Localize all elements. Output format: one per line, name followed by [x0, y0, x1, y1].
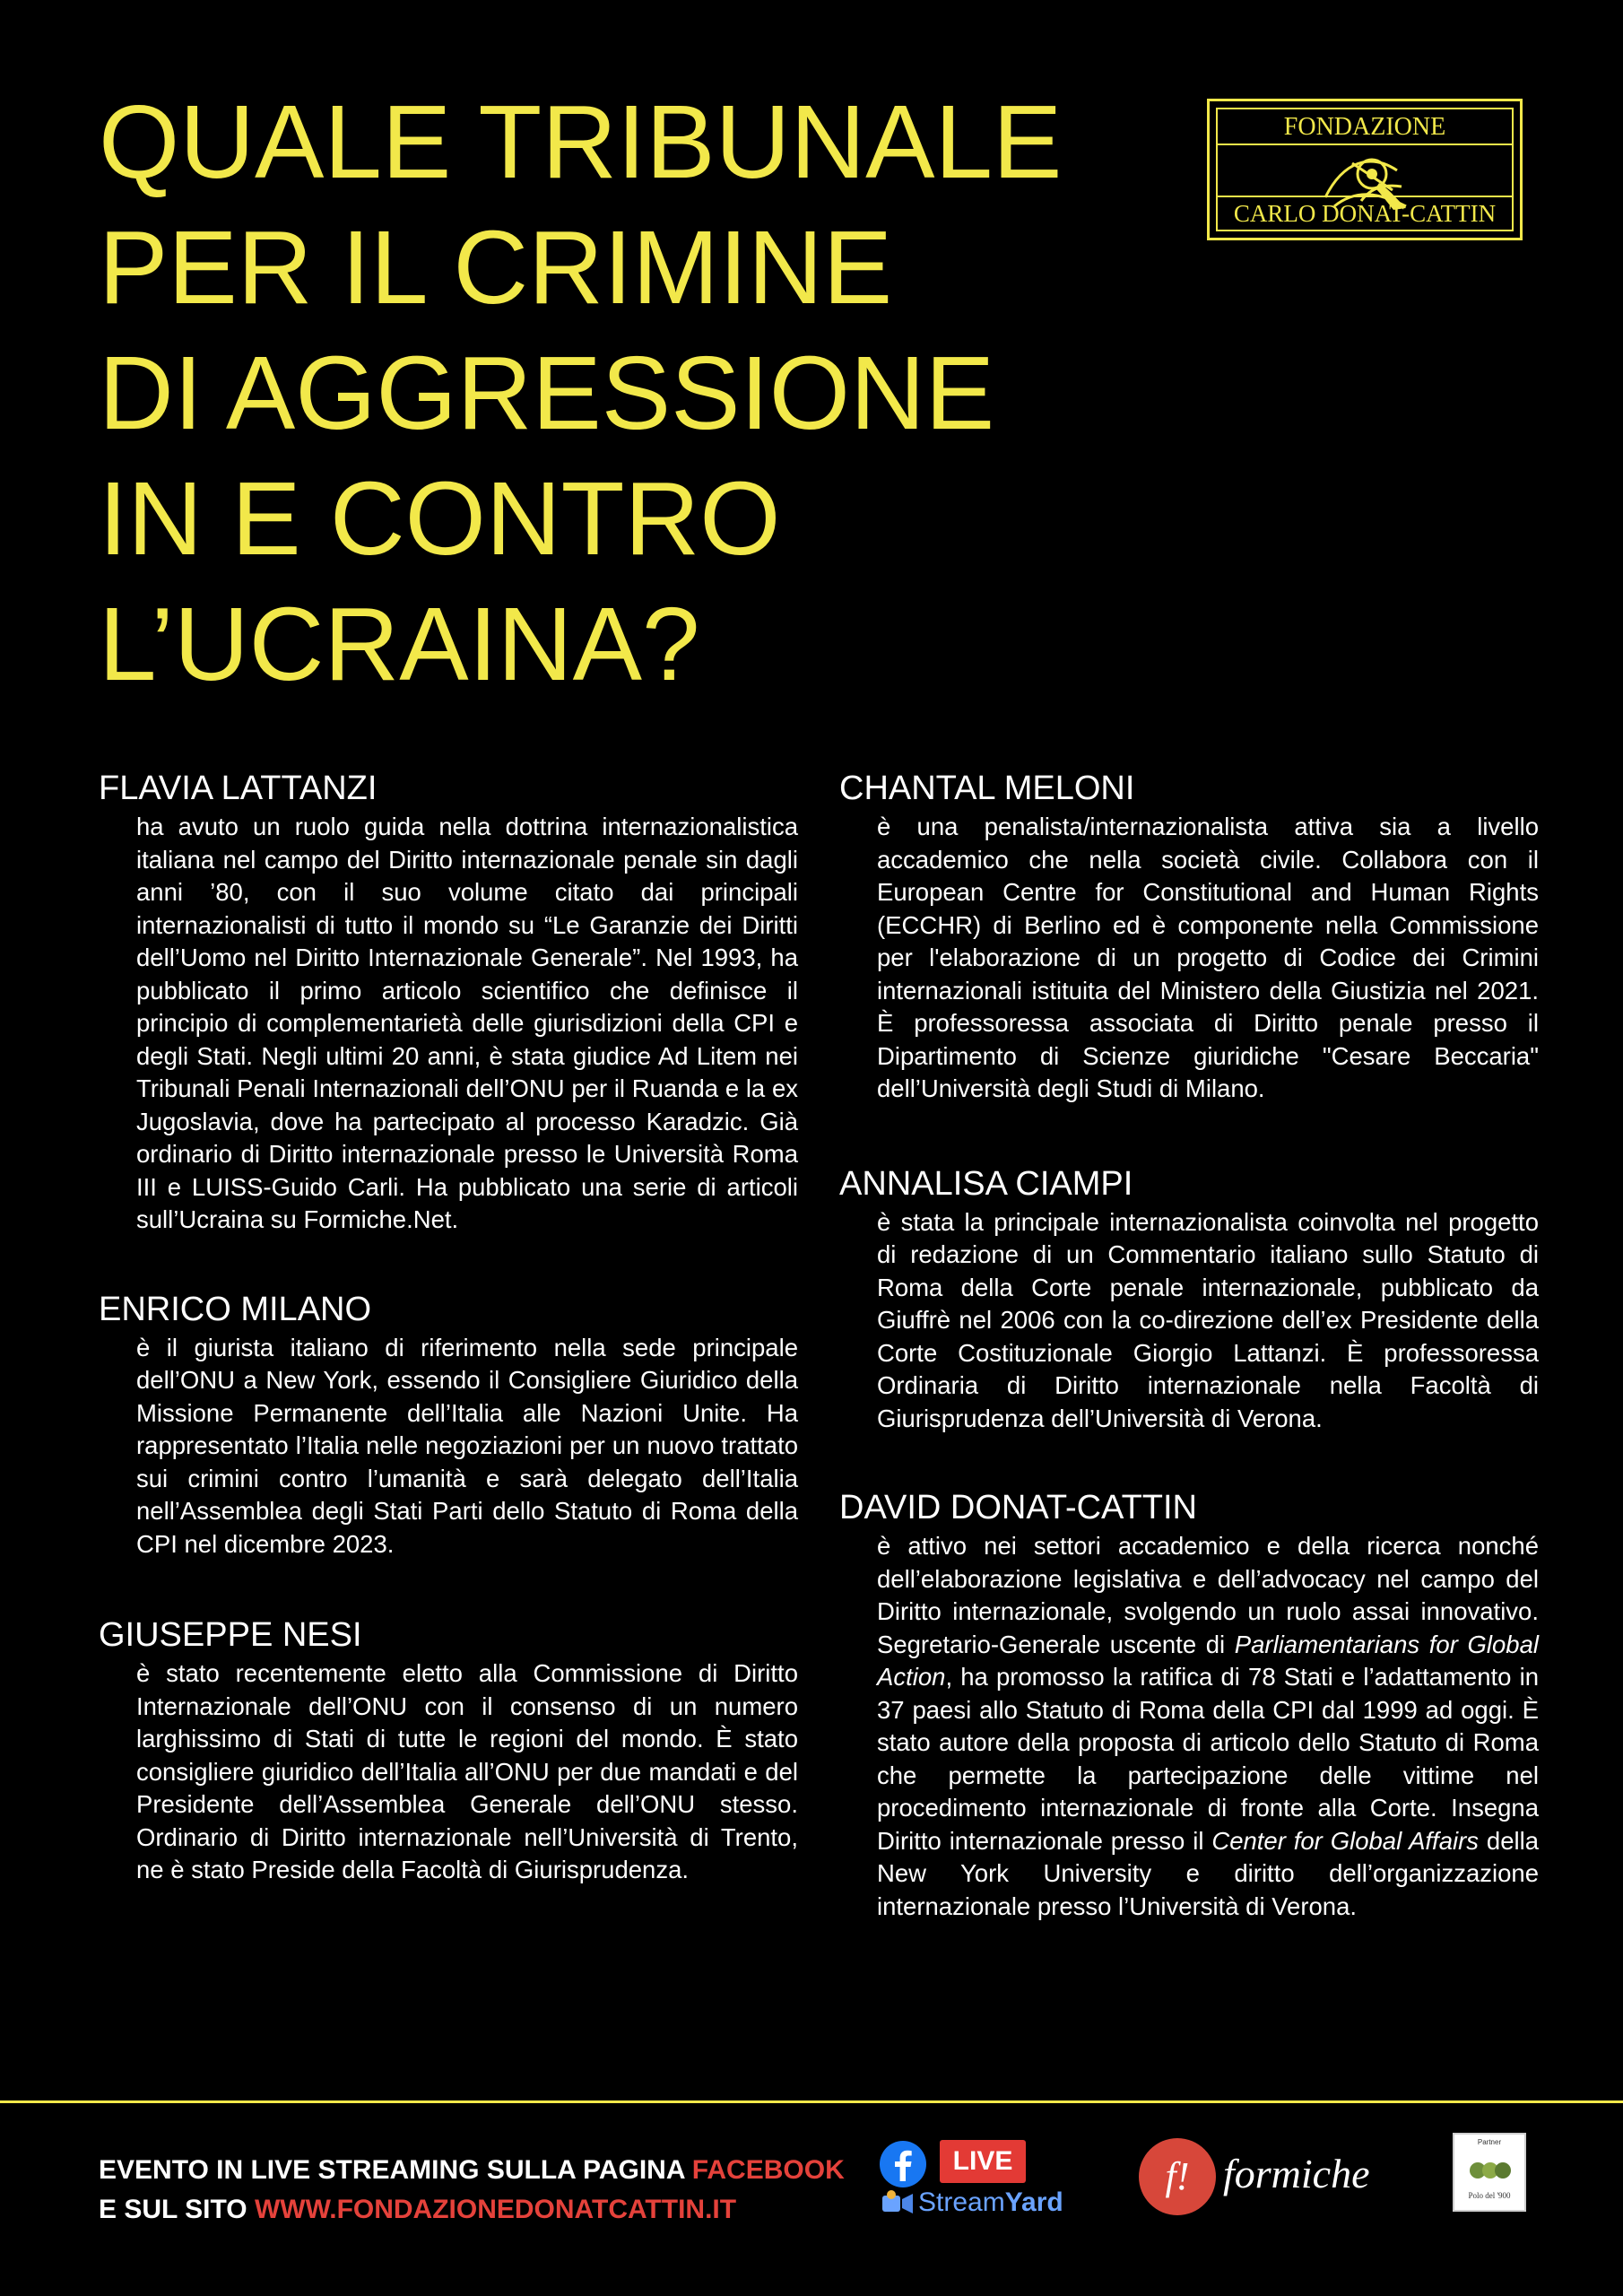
formiche-mark: f! — [1139, 2138, 1216, 2215]
title-line: PER IL CRIMINE — [99, 209, 893, 326]
speakers-left-column — [99, 768, 798, 1950]
polo-del-900-logo — [1453, 2133, 1526, 2212]
polo-emblem-icon — [1468, 2158, 1513, 2183]
speaker-name: DAVID DONAT-CATTIN — [839, 1489, 1197, 1526]
bio-italic-segment: Parliamentarians for Global Action — [877, 1630, 1539, 1691]
bio-segment: è attivo nei settori accademico e della ricerca nonché dell’elaborazione legislativa e dell’advocacy nel campo del Diritto internazionale, svolgendo un ruolo assai innovativo. Segretario-Generale uscente di — [877, 1532, 1539, 1658]
speaker-bio — [99, 1289, 798, 1561]
speaker-bio-text — [877, 1530, 1539, 1923]
logo-rule — [1218, 196, 1512, 197]
speaker-bio — [839, 768, 1539, 1106]
bio-segment: , ha promosso la ratifica di 78 Stati e l’adattamento in 37 paesi allo Statuto di Roma della CPI dal 1999 ad oggi. È stato autore della proposta di articolo dello Statuto di Roma che permette la partecipazione delle vittime nel procedimento internazionale di fronte alla Corte. Insegna Diritto internazionale presso il — [877, 1663, 1539, 1855]
speaker-bio — [839, 1487, 1539, 1923]
streaming-line-2 — [99, 2190, 845, 2230]
speaker-name: CHANTAL MELONI — [839, 770, 1135, 807]
streaming-info — [99, 2151, 845, 2230]
website-link[interactable]: WWW.FONDAZIONEDONATCATTIN.IT — [254, 2195, 737, 2224]
streaming-line-1 — [99, 2151, 845, 2190]
speaker-bio-text: è il giurista italiano di riferimento nella sede principale dell’ONU a New York, essendo il Consigliere Giuridico della Missione Permanente dell’Italia alle Nazioni Unite. Ha rappresentato l’Italia nelle negoziazioni per un nuovo trattato sui crimini contro l’umanità e sarà delegato dell’Italia nell’Assemblea degli Stati Parti dello Statuto di Roma della CPI nel dicembre 2023. — [136, 1333, 798, 1558]
streamyard-logo — [918, 2185, 1063, 2221]
logo-bottom-text: CARLO DONAT-CATTIN — [1233, 200, 1497, 227]
speaker-bio-text: è stata la principale internazionalista coinvolta nel progetto di redazione di un Commentario italiano sullo Statuto di Roma della Corte penale internazionale, pubblicato da Giuffrè nel 2006 con la co-direzione dell’ex Presidente della Corte Costituzionale Giorgio Lattanzi. È professoressa Ordinaria di Diritto internazionale nella Facoltà di Giurisprudenza dell’Università di Verona. — [877, 1207, 1539, 1432]
live-badge: LIVE — [940, 2140, 1026, 2183]
streamyard-text-bold: Yard — [1004, 2187, 1063, 2217]
polo-name-label: Polo del '900 — [1468, 2191, 1511, 2200]
title-line: IN E CONTRO — [99, 460, 781, 577]
polo-partner-label: Partner — [1477, 2138, 1502, 2146]
speaker-bio — [99, 1614, 798, 1887]
speaker-bio-text: ha avuto un ruolo guida nella dottrina internazionalistica italiana nel campo del Diritto internazionale penale sin dagli anni ’80, con il suo volume citato dai principali internazionalisti di tutto il mondo su “Le Garanzie dei Diritti dell’Uomo nel Diritto Internazionale Generale”. Nel 1993, ha pubblicato il primo articolo scientifico che definisce il principio di complementarietà delle giurisdizioni della CPI e degli Stati. Negli ultimi 20 anni, è stata giudice Ad Litem nei Tribunali Penali Internazionali dell’ONU per il Ruanda e la ex Jugoslavia, dove ha partecipato al processo Karadzic. Già ordinario di Diritto internazionale presso le Università Roma III e LUISS-Guido Carli. Ha pubblicato una serie di articoli sull’Ucraina su Formiche.Net. — [136, 813, 798, 1233]
page-title — [99, 79, 1157, 707]
title-line: L’UCRAINA? — [99, 586, 700, 702]
facebook-link[interactable]: FACEBOOK — [691, 2155, 845, 2185]
speaker-bio — [99, 768, 798, 1237]
logo-top-text: FONDAZIONE — [1283, 113, 1446, 141]
speakers-right-column — [839, 768, 1539, 1986]
bio-segment: della New York University e diritto dell’organizzazione internazionale presso l’Università di Verona. — [877, 1826, 1539, 1920]
speaker-name: ENRICO MILANO — [99, 1290, 372, 1328]
speaker-name: ANNALISA CIAMPI — [839, 1164, 1133, 1203]
formiche-wordmark: formiche — [1223, 2151, 1370, 2196]
speaker-bio-text: è una penalista/internazionalista attiva sia a livello accademico che nella società civile. Collabora con il European Centre for Constitutional and Human Rights (ECCHR) di Berlino ed è componente nella Commissione per l'elaborazione di un progetto di Codice dei Crimini internazionali istituita del Ministero della Giustizia nel 2021. È professoressa associata di Diritto penale presso il Dipartimento di Scienze giuridiche "Cesare Beccaria" dell’Università degli Studi di Milano. — [877, 813, 1539, 1102]
streaming-text: EVENTO IN LIVE STREAMING SULLA PAGINA — [99, 2155, 692, 2185]
bio-italic-segment: Center for Global Affairs — [1211, 1826, 1480, 1855]
speaker-bio-text: è stato recentemente eletto alla Commissione di Diritto Internazionale dell’ONU con il consenso di un numero larghissimo di Stati di tutte le regioni del mondo. È stato consigliere giuridico dell’Italia all’ONU per due mandati e del Presidente dell’Assemblea Generale dell’ONU stesso. Ordinario di Diritto internazionale nell’Università di Trento, ne è stato Preside della Facoltà di Giurisprudenza. — [136, 1659, 798, 1883]
title-line: DI AGGRESSIONE — [99, 335, 995, 451]
streamyard-icon — [881, 2188, 916, 2219]
title-line: QUALE TRIBUNALE — [99, 83, 1063, 200]
streaming-text: E SUL SITO — [99, 2195, 255, 2224]
speaker-name: GIUSEPPE NESI — [99, 1616, 362, 1654]
speaker-bio — [839, 1163, 1539, 1436]
facebook-icon — [879, 2140, 927, 2188]
footer-divider — [0, 2100, 1623, 2103]
logo-frame — [1216, 108, 1514, 231]
fondazione-logo — [1207, 99, 1523, 240]
streamyard-text: Stream — [918, 2187, 1005, 2217]
speaker-name: FLAVIA LATTANZI — [99, 770, 378, 807]
